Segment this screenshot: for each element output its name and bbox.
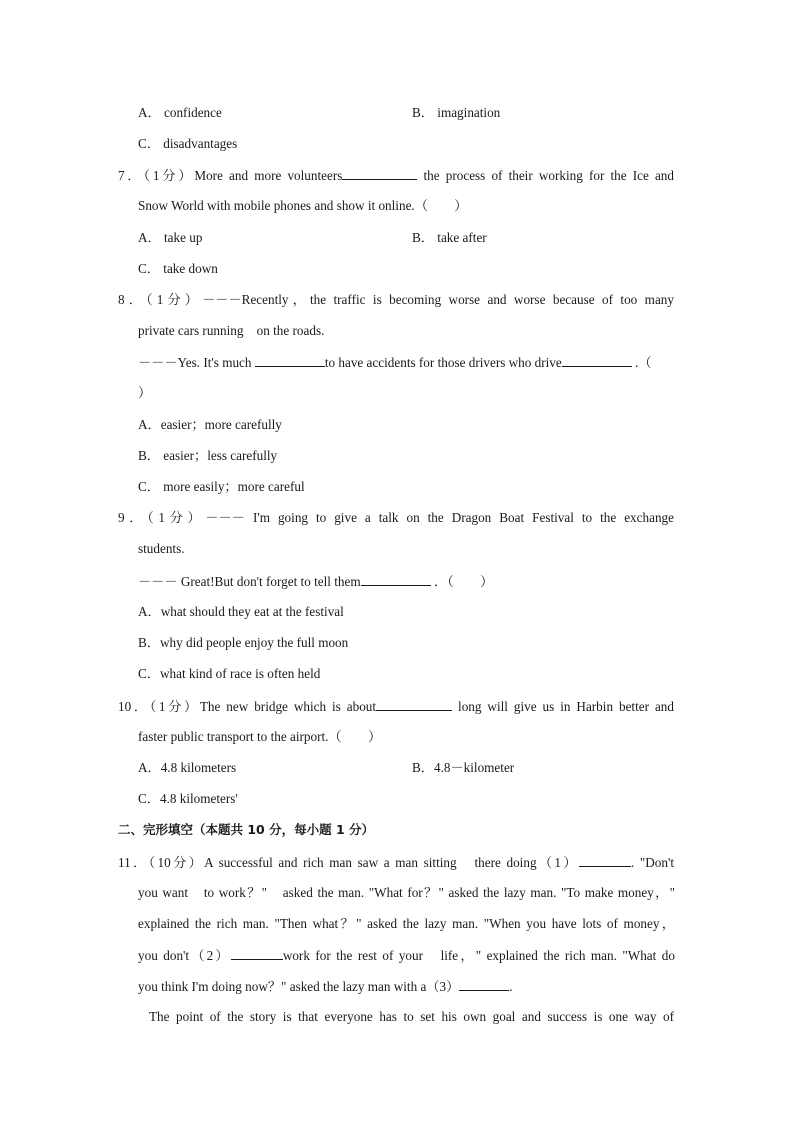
q8-dialog-mid: to have accidents for those drivers who drive	[324, 355, 562, 370]
q8-option-c: C． more easily；more careful	[138, 479, 305, 494]
q8-dialog-post: .（	[631, 355, 652, 370]
q9-dialog-pre: －－－ Great!But don't forget to tell them	[138, 574, 361, 589]
q11-passage-line2: you want to work？" asked the man. "What for？" asked the lazy man. "To make money，"	[138, 885, 675, 900]
q11-blank-3[interactable]	[459, 977, 509, 991]
q7-option-c: C． take down	[138, 261, 218, 276]
q7-stem-pre: 7．（1分）More and more volunteers	[118, 168, 343, 183]
q11-line1-pre: 11．（10分）A successful and rich man saw a man sitting there doing（1）	[118, 855, 579, 870]
q6-option-c: C． disadvantages	[138, 136, 238, 151]
q11-passage-line3: explained the rich man. "Then what？" asked the lazy man. "When you have lots of money，	[138, 916, 675, 931]
q9-option-c: C．what kind of race is often held	[138, 666, 321, 681]
q7-stem-line2: Snow World with mobile phones and show it online.（ ）	[138, 198, 468, 213]
q7-stem-line1	[118, 166, 674, 185]
q8-option-a: A．easier；more carefully	[138, 417, 282, 432]
q11-passage-line6: The point of the story is that everyone has to set his own goal and success is one way of	[149, 1009, 674, 1024]
q7-answer-blank[interactable]	[342, 166, 417, 180]
q8-stem-line4: ）	[138, 385, 152, 400]
q10-stem-line1	[118, 697, 674, 716]
q10-answer-blank[interactable]	[376, 697, 452, 711]
q9-stem-line2: students.	[138, 541, 185, 556]
q10-option-a: A．4.8 kilometers	[138, 760, 237, 775]
q8-answer-blank-1[interactable]	[255, 353, 325, 367]
q7-stem-post: the process of their working for the Ice and	[417, 168, 674, 183]
q8-stem-line2: private cars running on the roads.	[138, 323, 325, 338]
q11-line4-post: work for the rest of your life，" explained the rich man. "What do	[282, 948, 675, 963]
q11-passage-line5	[138, 977, 513, 996]
section-cloze-heading: 二、完形填空（本题共 10 分，每小题 1 分）	[118, 822, 375, 837]
q8-answer-blank-2[interactable]	[562, 353, 632, 367]
q10-stem-post: long will give us in Harbin better and	[452, 699, 674, 714]
q8-stem-line1: 8．（1分）－－－Recently，the traffic is becoming worse and worse because of too many	[118, 292, 674, 307]
q10-option-c: C．4.8 kilometers'	[138, 791, 238, 806]
q11-passage-line4	[138, 946, 675, 965]
q9-option-a: A．what should they eat at the festival	[138, 604, 344, 619]
q9-option-b: B．why did people enjoy the full moon	[138, 635, 349, 650]
q9-answer-blank[interactable]	[361, 572, 431, 586]
q10-option-b: B．4.8－kilometer	[412, 760, 515, 775]
q9-stem-line3	[138, 572, 493, 591]
q7-option-b: B． take after	[412, 230, 487, 245]
q11-line4-pre: you don't（2）	[138, 948, 231, 963]
q11-line5-pre: you think I'm doing now？" asked the lazy man with a（3）	[138, 979, 460, 994]
q7-option-a: A． take up	[138, 230, 203, 245]
q11-passage-line1	[118, 853, 674, 872]
q8-dialog-pre: －－－Yes. It's much	[138, 355, 255, 370]
q8-option-b: B． easier；less carefully	[138, 448, 278, 463]
q6-option-a: A． confidence	[138, 105, 222, 120]
q11-line5-post: .	[509, 979, 513, 994]
q9-stem-line1: 9．（1分）－－－ I'm going to give a talk on the Dragon Boat Festival to the exchange	[118, 510, 674, 525]
q11-blank-2[interactable]	[231, 946, 283, 960]
q10-stem-pre: 10．（1分）The new bridge which is about	[118, 699, 377, 714]
q11-line1-post: . "Don't	[630, 855, 675, 870]
q9-dialog-post: ．（ ）	[430, 574, 494, 589]
q6-option-b: B． imagination	[412, 105, 501, 120]
q10-stem-line2: faster public transport to the airport.（ ）	[138, 729, 382, 744]
q11-blank-1[interactable]	[579, 853, 631, 867]
q8-stem-line3	[138, 353, 652, 372]
